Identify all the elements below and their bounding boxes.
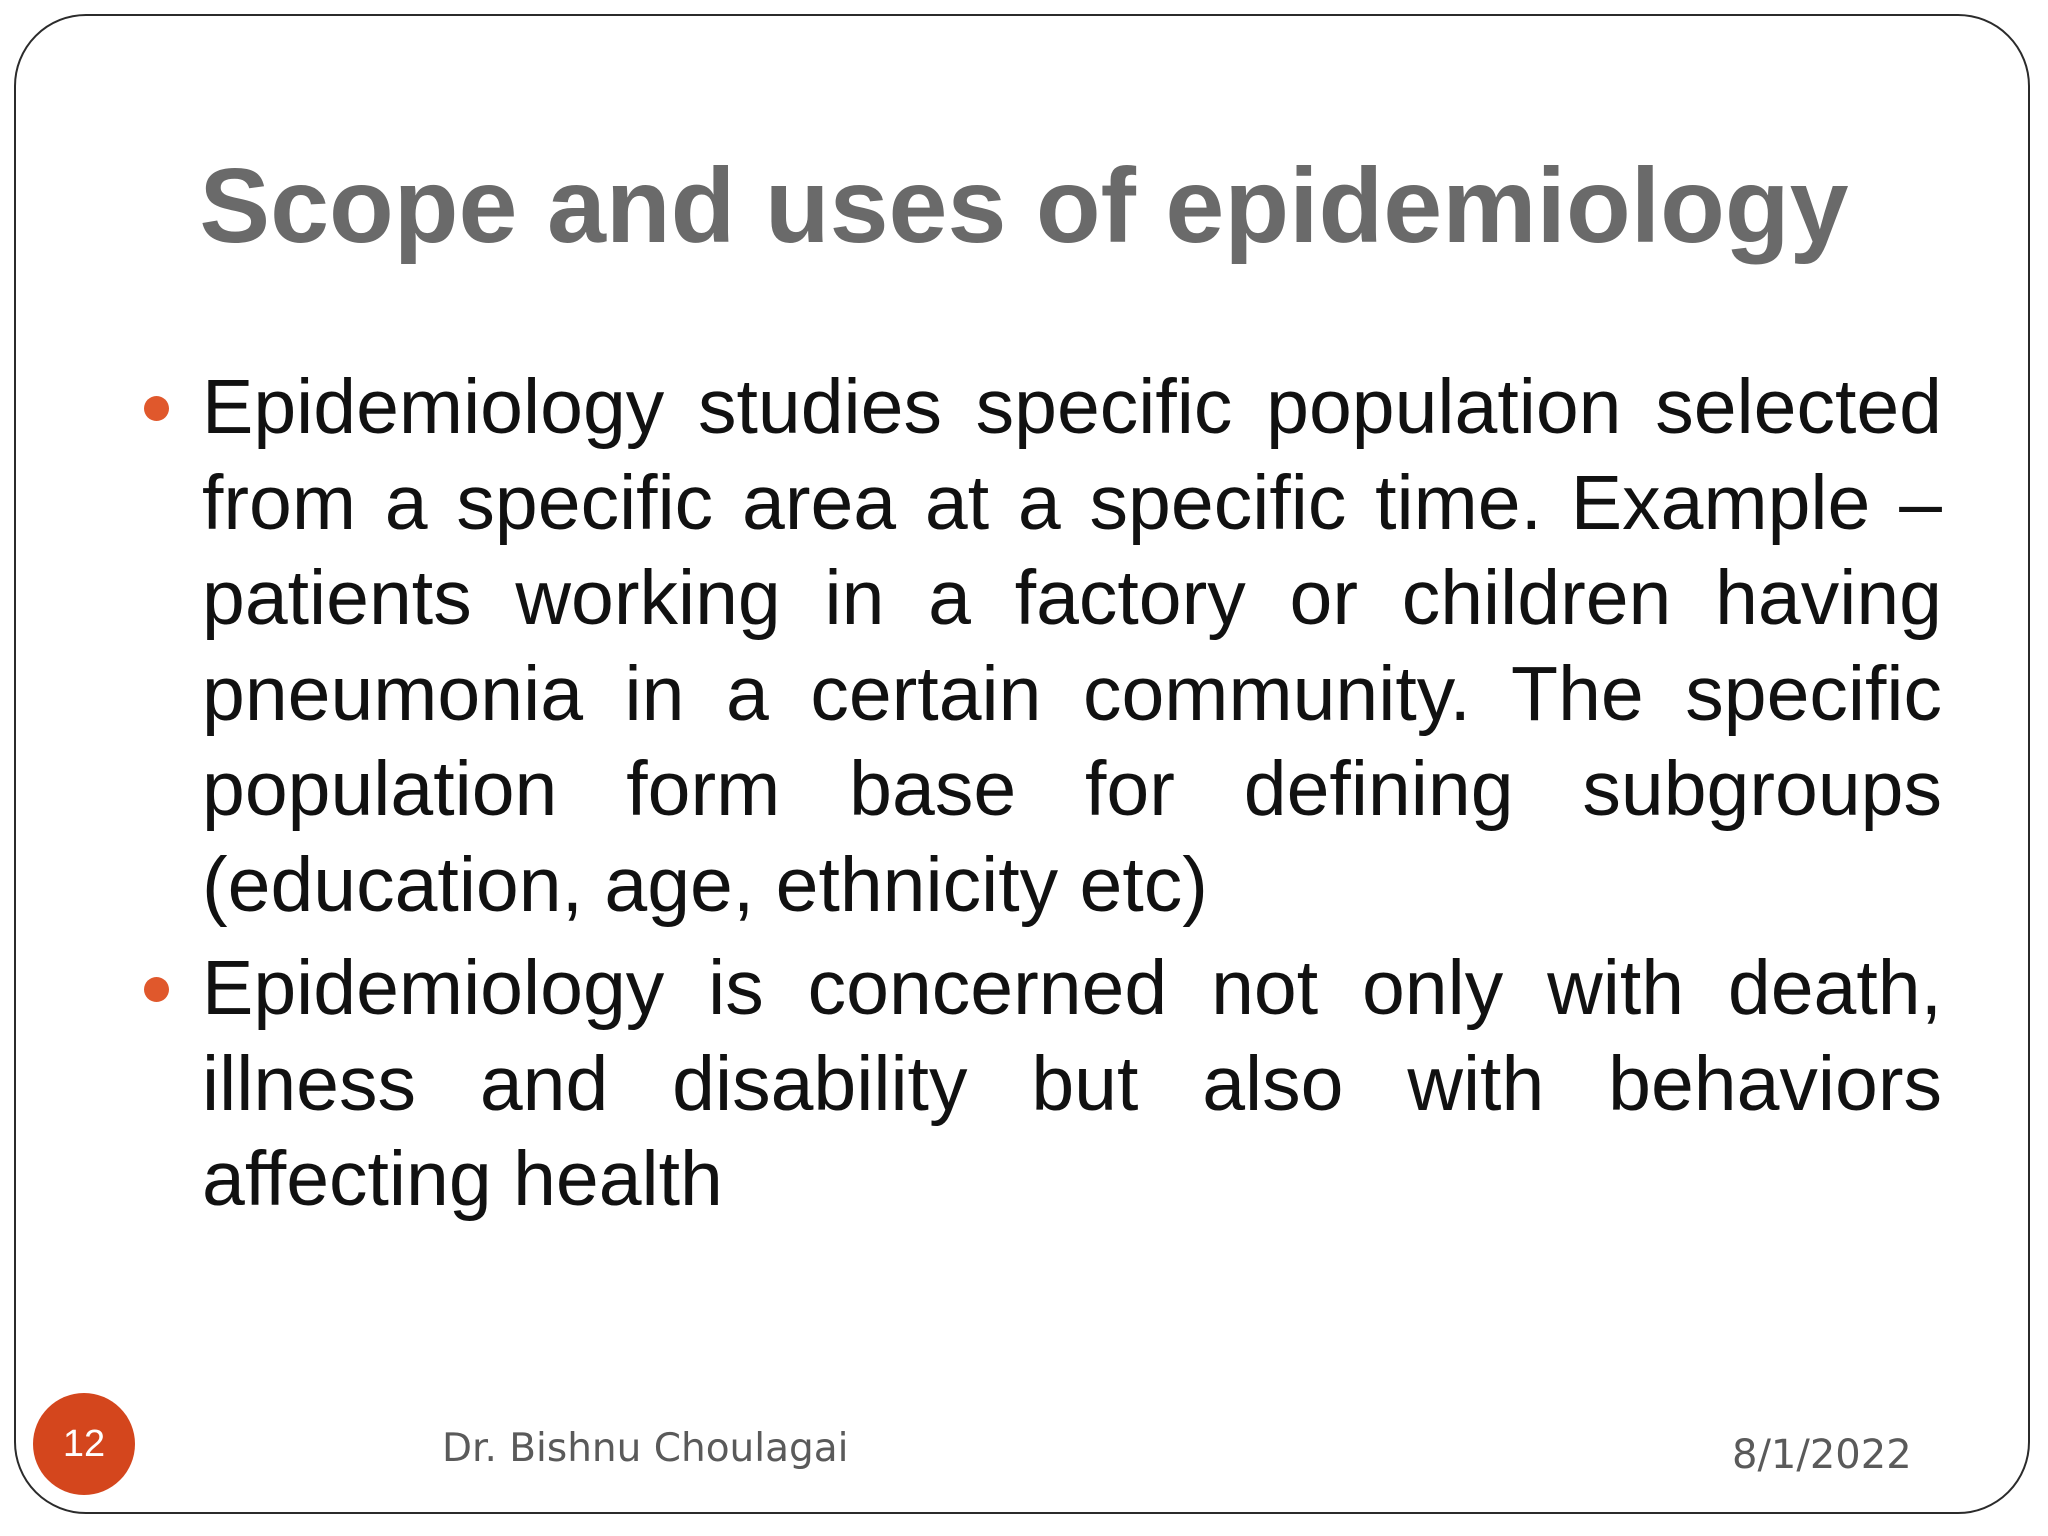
slide-frame [14, 14, 2030, 1514]
bullet-text: Epidemiology is concerned not only with death, illness and disability but also with behaviors affecting health [202, 945, 1942, 1222]
footer-author: Dr. Bishnu Choulagai [442, 1426, 849, 1471]
slide-title: Scope and uses of epidemiology [199, 147, 1849, 265]
bullet-dot-icon [144, 977, 169, 1002]
bullet-text: Epidemiology studies specific population selected from a specific area at a specific time. Example – patients working in a factory or children having pneumonia in a certain community. The specific population form base for defining subgroups (education, age, ethnicity etc) [202, 364, 1942, 928]
page-number-badge: 12 [33, 1393, 135, 1495]
bullet-item [124, 941, 1942, 1228]
bullet-item [124, 360, 1942, 933]
footer-date: 8/1/2022 [1732, 1432, 1912, 1478]
bullet-dot-icon [144, 396, 169, 421]
bullet-list [124, 360, 1942, 1236]
